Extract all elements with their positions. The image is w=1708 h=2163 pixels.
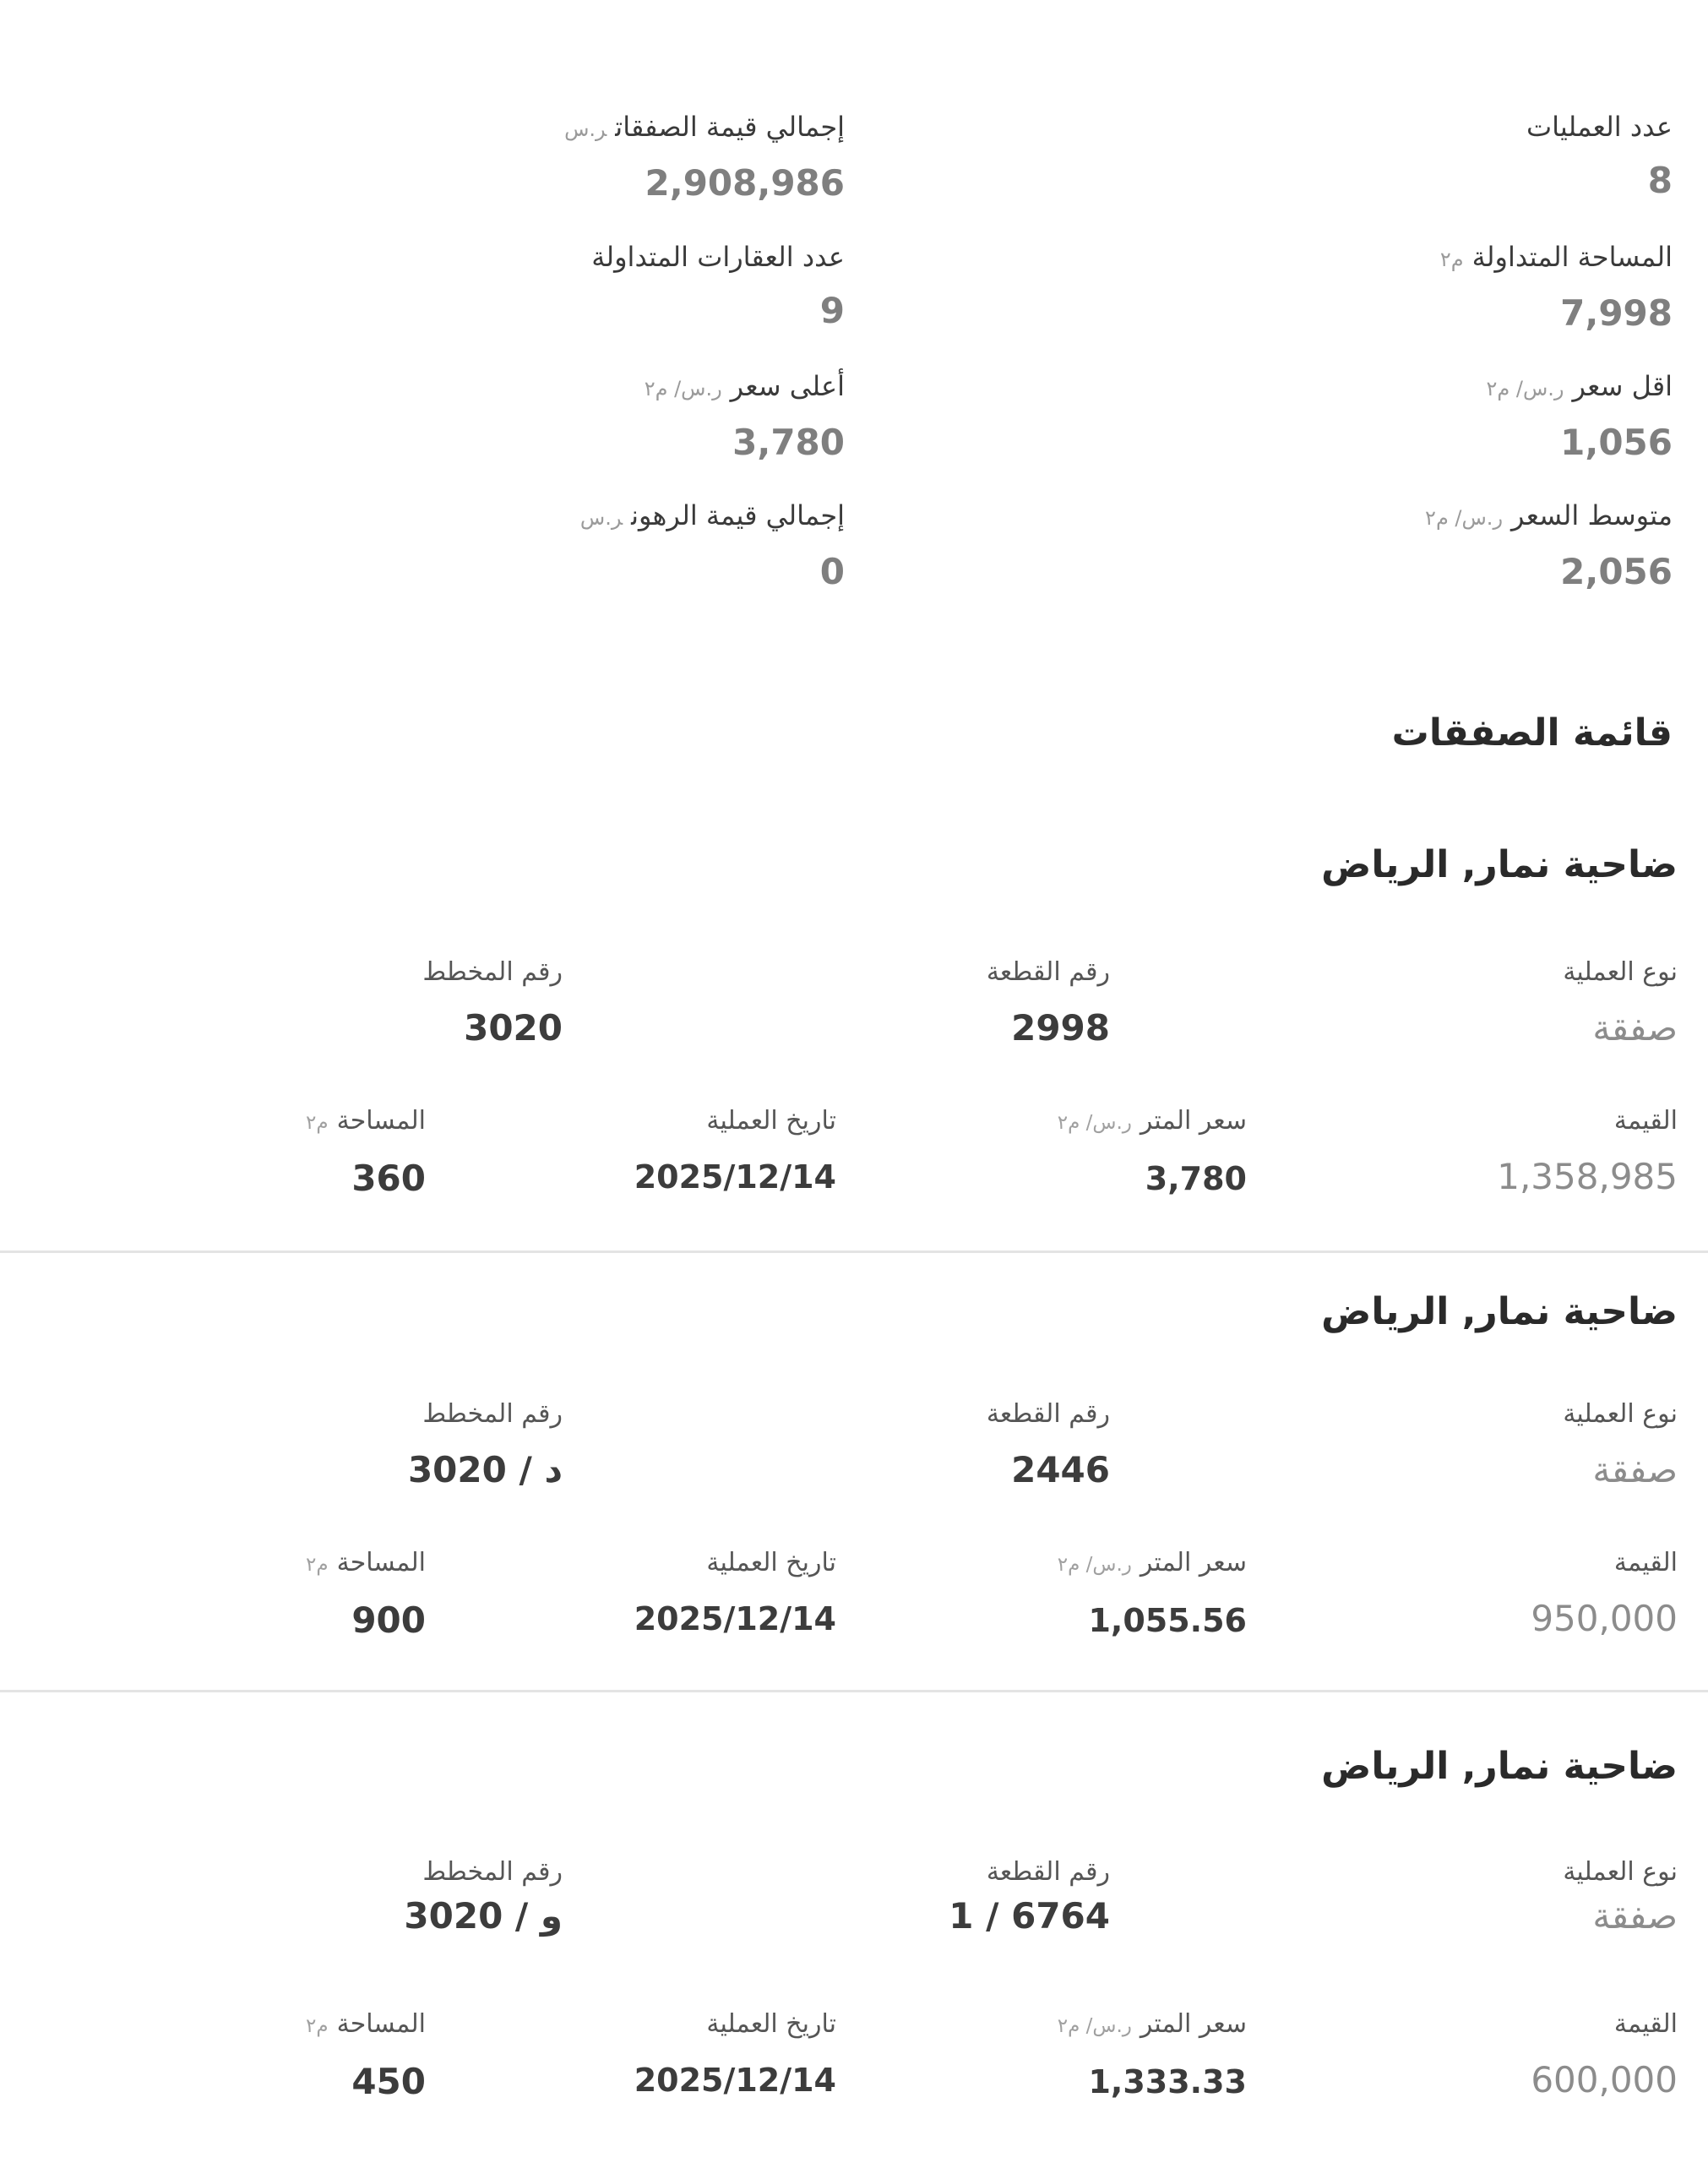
- stat-label: عدد العقارات المتداولة: [591, 241, 845, 273]
- deal-value: [1531, 2007, 1678, 2103]
- field-label: تاريخ العملية: [706, 1106, 836, 1136]
- deal-plot-number: [987, 955, 1110, 1051]
- field-value: 3020 / و: [404, 1895, 563, 1937]
- field-label: رقم القطعة: [986, 1399, 1110, 1429]
- field-unit: ر.س/ م٢: [1057, 2015, 1132, 2037]
- stat-label: إجمالي قيمة الصفقات: [615, 111, 845, 143]
- stat-value: 9: [819, 290, 845, 331]
- stat-value: 2,908,986: [645, 162, 845, 204]
- field-label: رقم المخطط: [422, 1857, 563, 1887]
- deal-area: [306, 2007, 426, 2105]
- stat-label: عدد العمليات: [1526, 111, 1673, 143]
- stat-total-mortgages: [422, 497, 845, 594]
- deal-plan-number: [408, 1397, 563, 1493]
- deal-card[interactable]: [0, 811, 1708, 1253]
- stat-unit: ر.س/ م٢: [1486, 377, 1564, 400]
- deal-operation-type: [1563, 955, 1678, 1051]
- stat-unit: ر.س: [564, 117, 607, 141]
- field-unit: م٢: [306, 1112, 329, 1134]
- deal-area: [306, 1103, 426, 1201]
- deal-value: [1531, 1545, 1678, 1642]
- stat-unit: ر.س: [579, 506, 623, 530]
- field-value: صفقة: [1592, 1007, 1678, 1049]
- field-label: المساحة: [336, 1106, 426, 1136]
- field-label: نوع العملية: [1563, 957, 1678, 987]
- stat-unit: ر.س/ م٢: [1425, 506, 1504, 530]
- deal-card[interactable]: [0, 1253, 1708, 1692]
- deal-operation-date: [634, 1545, 836, 1642]
- field-label: رقم المخطط: [422, 957, 563, 987]
- field-value: 1,358,985: [1497, 1156, 1678, 1197]
- field-label: القيمة: [1613, 2009, 1678, 2039]
- stat-label: اقل سعر: [1572, 370, 1673, 402]
- stat-unit: م٢: [1439, 248, 1464, 271]
- deal-card[interactable]: [0, 1692, 1708, 2163]
- field-value: 3020: [464, 1007, 563, 1049]
- field-unit: م٢: [306, 2015, 329, 2037]
- deal-location: ضاحية نمار, الرياض: [1321, 1745, 1678, 1788]
- field-unit: ر.س/ م٢: [1057, 1554, 1132, 1576]
- field-value: 2025/12/14: [634, 1158, 836, 1196]
- field-value: 360: [351, 1158, 426, 1199]
- field-label: سعر المتر: [1140, 1548, 1247, 1577]
- field-value: 1 / 6764: [949, 1895, 1110, 1937]
- field-value: 3020 / د: [407, 1449, 563, 1490]
- field-label: نوع العملية: [1563, 1399, 1678, 1429]
- field-value: 1,333.33: [1088, 2063, 1247, 2100]
- field-label: القيمة: [1613, 1106, 1678, 1136]
- field-label: تاريخ العملية: [706, 1548, 836, 1577]
- stat-value: 1,056: [1560, 422, 1673, 463]
- deal-value: [1497, 1103, 1678, 1200]
- stat-traded-area: [1250, 238, 1673, 335]
- deal-plot-number: [987, 1397, 1110, 1493]
- field-value: صفقة: [1592, 1449, 1678, 1490]
- deal-area: [306, 1545, 426, 1643]
- field-label: تاريخ العملية: [706, 2009, 836, 2039]
- field-label: المساحة: [336, 1548, 426, 1577]
- deal-meter-price: [1058, 1545, 1247, 1643]
- field-value: 450: [351, 2061, 426, 2102]
- stat-highest-price: [422, 368, 845, 465]
- deal-operation-type: [1563, 1855, 1678, 1939]
- field-label: المساحة: [336, 2009, 426, 2039]
- field-value: 950,000: [1531, 1598, 1678, 1639]
- field-label: نوع العملية: [1563, 1857, 1678, 1887]
- stat-value: 8: [1647, 160, 1673, 201]
- stat-average-price: [1250, 497, 1673, 594]
- field-value: صفقة: [1592, 1895, 1678, 1937]
- deal-plan-number: [404, 1855, 563, 1939]
- deal-meter-price: [1058, 1103, 1247, 1201]
- stat-lowest-price: [1250, 368, 1673, 465]
- deal-location: ضاحية نمار, الرياض: [1321, 843, 1678, 886]
- deal-operation-type: [1563, 1397, 1678, 1493]
- field-unit: ر.س/ م٢: [1057, 1112, 1132, 1134]
- field-label: رقم المخطط: [422, 1399, 563, 1429]
- field-value: 2025/12/14: [634, 2062, 836, 2099]
- field-label: سعر المتر: [1140, 2009, 1247, 2039]
- stat-total-deals-value: [422, 108, 845, 205]
- stat-value: 3,780: [732, 422, 845, 463]
- field-value: 2025/12/14: [634, 1600, 836, 1637]
- field-label: رقم القطعة: [986, 957, 1110, 987]
- deal-operation-date: [634, 1103, 836, 1200]
- field-value: 2998: [1011, 1007, 1110, 1049]
- stat-operations-count: [1250, 108, 1673, 203]
- field-value: 900: [351, 1599, 426, 1641]
- stat-value: 0: [819, 551, 845, 592]
- deal-meter-price: [1058, 2007, 1247, 2105]
- field-unit: م٢: [306, 1554, 329, 1576]
- stat-traded-properties: [422, 238, 845, 333]
- deal-operation-date: [634, 2007, 836, 2103]
- stat-value: 7,998: [1560, 292, 1673, 334]
- deal-location: ضاحية نمار, الرياض: [1321, 1290, 1678, 1333]
- stat-unit: ر.س/ م٢: [644, 377, 722, 400]
- field-label: القيمة: [1613, 1548, 1678, 1577]
- field-value: 600,000: [1531, 2059, 1678, 2100]
- deal-plan-number: [422, 955, 563, 1051]
- field-value: 2446: [1011, 1449, 1110, 1490]
- stat-label: متوسط السعر: [1511, 499, 1673, 531]
- field-label: سعر المتر: [1140, 1106, 1247, 1136]
- field-value: 1,055.56: [1088, 1602, 1247, 1639]
- stat-label: إجمالي قيمة الرهون: [631, 499, 845, 531]
- deal-plot-number: [949, 1855, 1110, 1939]
- deals-list-title: قائمة الصفقات: [1391, 711, 1673, 755]
- field-value: 3,780: [1145, 1160, 1247, 1197]
- field-label: رقم القطعة: [986, 1857, 1110, 1887]
- stat-label: المساحة المتداولة: [1471, 241, 1673, 273]
- stat-value: 2,056: [1560, 551, 1673, 592]
- stat-label: أعلى سعر: [730, 370, 845, 402]
